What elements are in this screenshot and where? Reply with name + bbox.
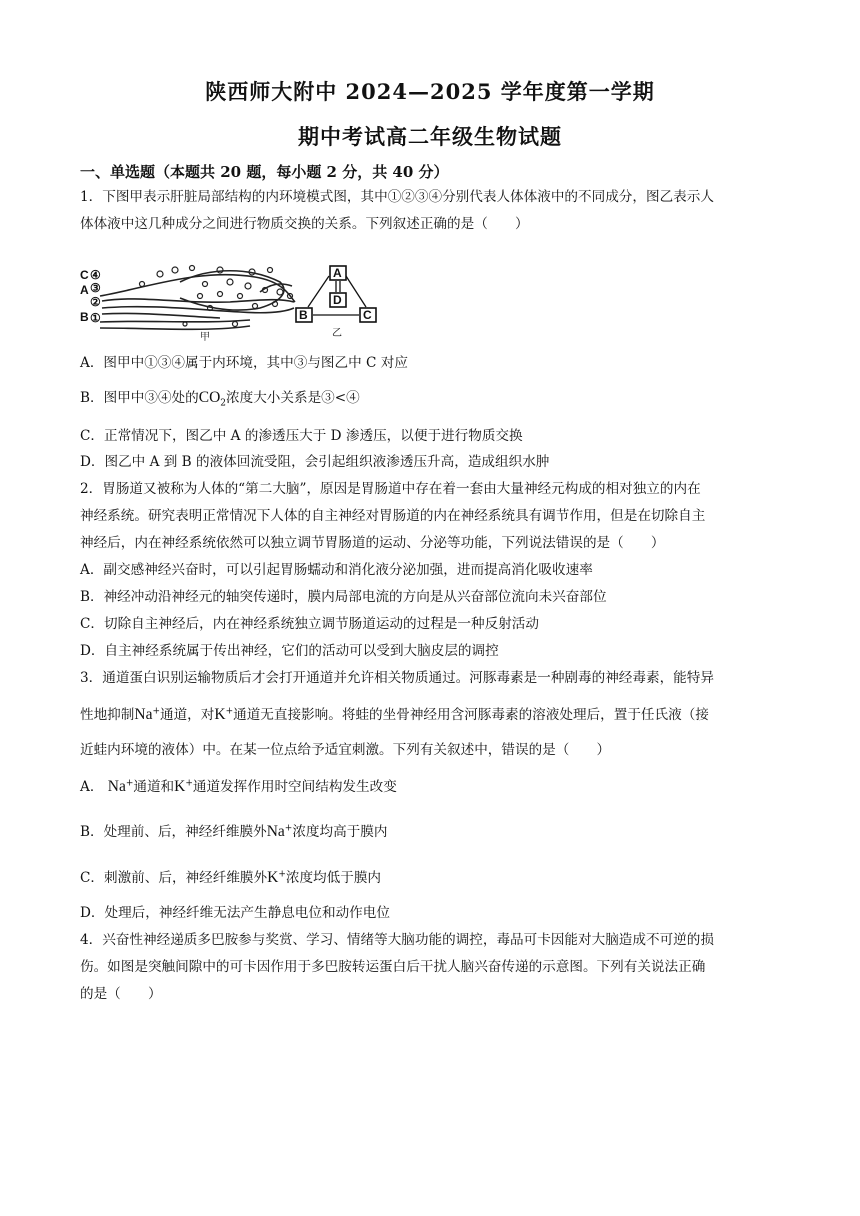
label-n1: ① <box>90 311 101 325</box>
label-n4: ④ <box>90 268 101 282</box>
q1-option-a: A．图甲中①③④属于内环境，其中③与图乙中 C 对应 <box>80 355 408 371</box>
label-fig-yi: 乙 <box>332 328 342 339</box>
yi-node-B: B <box>299 308 308 322</box>
q2-option-d: D．自主神经系统属于传出神经，它们的活动可以受到大脑皮层的调控 <box>80 643 499 659</box>
q1-option-c: C．正常情况下，图乙中 A 的渗透压大于 D 渗透压，以便于进行物质交换 <box>80 428 523 444</box>
figure-jia-labels <box>80 268 210 342</box>
q3-option-a: A． Na+通道和K+通道发挥作用时空间结构发生改变 <box>80 778 397 795</box>
q2-option-a: A．副交感神经兴奋时，可以引起胃肠蠕动和消化液分泌加强，进而提高消化吸收速率 <box>80 562 593 578</box>
q2-stem-line2: 神经系统。研究表明正常情况下人体的自主神经对胃肠道的内在神经系统具有调节作用，但是在切除自主 <box>80 508 706 524</box>
label-B: B <box>80 310 89 324</box>
q3-option-c: C．刺激前、后，神经纤维膜外K+浓度均低于膜内 <box>80 869 382 886</box>
q1-option-b: B．图甲中③④处的$CO_2$浓度大小关系是③<④ <box>80 389 360 409</box>
label-n3: ③ <box>90 281 101 295</box>
q2-stem-line1: 2．胃肠道又被称为人体的“第二大脑”，原因是胃肠道中存在着一套由大量神经元构成的相对独立的内在 <box>80 481 701 497</box>
q2-option-b: B．神经冲动沿神经元的轴突传递时，膜内局部电流的方向是从兴奋部位流向未兴奋部位 <box>80 589 607 605</box>
label-A: A <box>80 283 89 297</box>
label-fig-jia: 甲 <box>200 332 210 342</box>
q1-stem-line1: 1．下图甲表示肝脏局部结构的内环境模式图，其中①②③④分别代表人体体液中的不同成分，图乙表示人 <box>80 189 714 205</box>
figure-yi-diagram <box>296 266 376 339</box>
figure-jia-tissue <box>100 271 295 330</box>
exam-title-line1: 陕西师大附中 2024—2025 学年度第一学期 <box>205 79 655 104</box>
section-heading: 一、单选题（本题共 20 题，每小题 2 分，共 40 分） <box>80 163 449 181</box>
q2-option-c: C．切除自主神经后，内在神经系统独立调节肠道运动的过程是一种反射活动 <box>80 616 539 632</box>
q1-stem-line2: 体体液中这几种成分之间进行物质交换的关系。下列叙述正确的是（ ） <box>80 216 529 232</box>
q2-stem-line3: 神经后，内在神经系统依然可以独立调节胃肠道的运动、分泌等功能，下列说法错误的是（ ） <box>80 535 665 551</box>
q3-stem-line1: 3．通道蛋白识别运输物质后才会打开通道并允许相关物质通过。河豚毒素是一种剧毒的神经毒素，能特异 <box>80 670 714 686</box>
q4-stem-line1: 4．兴奋性神经递质多巴胺参与奖赏、学习、情绪等大脑功能的调控，毒品可卡因能对大脑造成不可逆的损 <box>80 932 714 948</box>
q3-stem-line2: 性地抑制Na+通道，对K+通道无直接影响。将蛙的坐骨神经用含河豚毒素的溶液处理后，置于任氏液（接 <box>80 706 709 723</box>
q3-option-d: D．处理后，神经纤维无法产生静息电位和动作电位 <box>80 905 390 921</box>
exam-title-line2: 期中考试高二年级生物试题 <box>298 124 562 149</box>
yi-node-C: C <box>363 308 372 322</box>
q1-option-d: D．图乙中 A 到 B 的液体回流受阻，会引起组织液渗透压升高，造成组织水肿 <box>80 454 550 470</box>
yi-node-D: D <box>333 293 342 307</box>
q4-stem-line3: 的是（ ） <box>80 986 162 1002</box>
label-C: C <box>80 268 89 282</box>
q4-stem-line2: 伤。如图是突触间隙中的可卡因作用于多巴胺转运蛋白后干扰人脑兴奋传递的示意图。下列有关说法正确 <box>80 959 706 975</box>
label-n2: ② <box>90 295 101 309</box>
q1-figure <box>80 262 390 342</box>
yi-node-A: A <box>333 266 342 280</box>
q3-option-b: B．处理前、后，神经纤维膜外Na+浓度均高于膜内 <box>80 823 388 840</box>
q3-stem-line3: 近蛙内环境的液体）中。在某一位点给予适宜刺激。下列有关叙述中，错误的是（ ） <box>80 742 611 758</box>
